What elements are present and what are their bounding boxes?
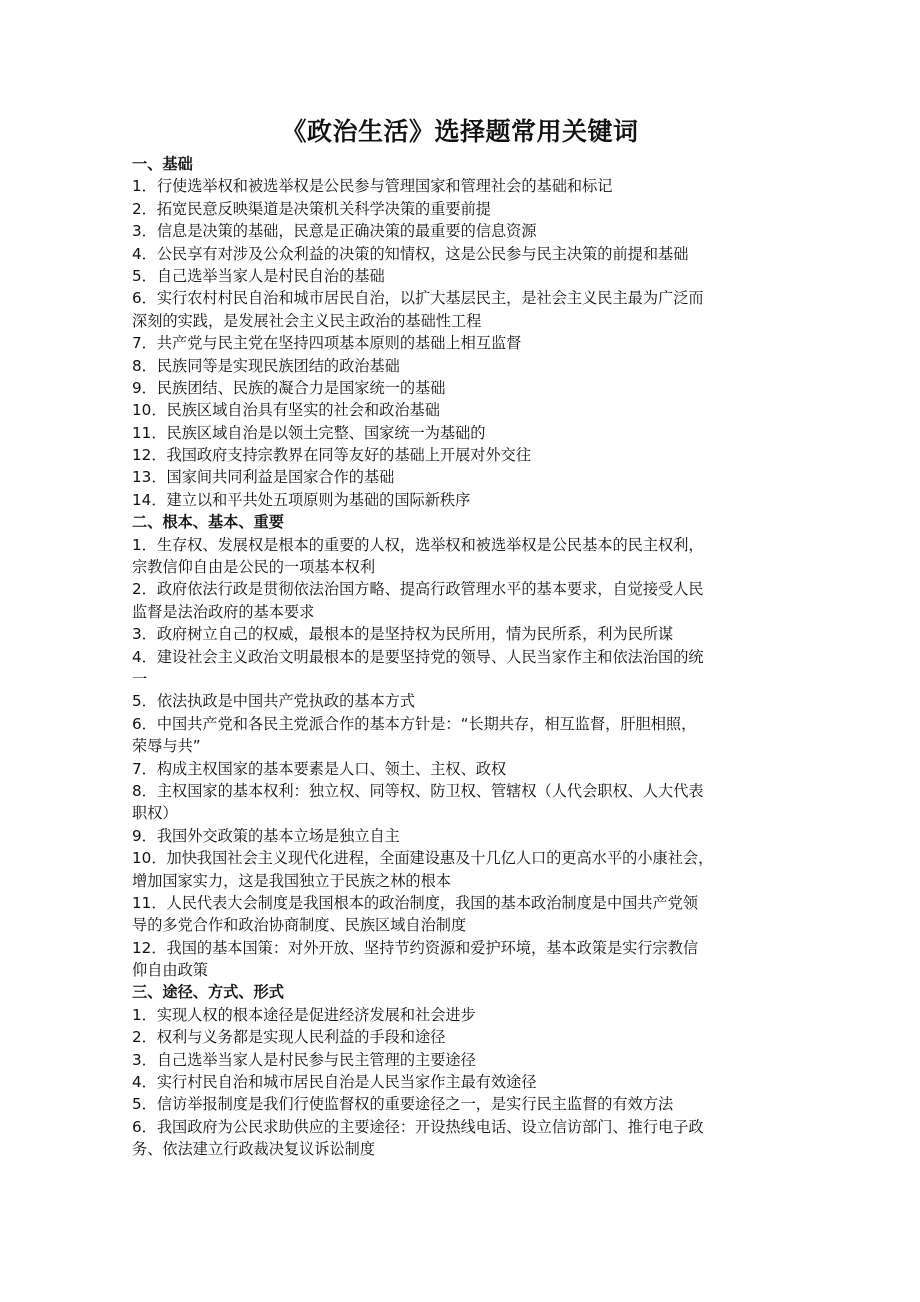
list-item	[132, 422, 792, 444]
list-item	[132, 534, 792, 579]
list-item-line: 10．民族区域自治具有坚实的社会和政治基础	[132, 401, 440, 420]
list-item-line: 一	[132, 669, 148, 688]
list-item	[132, 1004, 792, 1026]
list-item-line: 4．公民享有对涉及公众利益的决策的知情权，这是公民参与民主决策的前提和基础	[132, 244, 689, 263]
list-item-line: 9．民族团结、民族的凝合力是国家统一的基础	[132, 378, 446, 397]
list-item-line: 荣辱与共”	[132, 737, 201, 756]
list-item-line: 5．信访举报制度是我们行使监督权的重要途径之一，是实行民主监督的有效方法	[132, 1095, 674, 1114]
list-item	[132, 937, 792, 982]
list-item	[132, 377, 792, 399]
list-item	[132, 355, 792, 377]
section-heading: 二、根本、基本、重要	[132, 513, 284, 532]
list-item-line: 10．加快我国社会主义现代化进程，全面建设惠及十几亿人口的更高水平的小康社会，	[132, 849, 714, 868]
list-item-line: 1．实现人权的根本途径是促进经济发展和社会进步	[132, 1005, 476, 1024]
list-item	[132, 713, 792, 758]
list-item-line: 13．国家间共同利益是国家合作的基础	[132, 468, 395, 487]
list-item-line: 6．实行农村村民自治和城市居民自治，以扩大基层民主，是社会主义民主最为广泛而	[132, 289, 704, 308]
list-item-line: 1．行使选举权和被选举权是公民参与管理国家和管理社会的基础和标记	[132, 177, 613, 196]
list-item-line: 5．自己选举当家人是村民自治的基础	[132, 266, 385, 285]
list-item-line: 4．实行村民自治和城市居民自治是人民当家作主最有效途径	[132, 1073, 537, 1092]
list-item	[132, 444, 792, 466]
list-item-line: 8．民族同等是实现民族团结的政治基础	[132, 356, 400, 375]
list-item-line: 导的多党合作和政治协商制度、民族区域自治制度	[132, 916, 467, 935]
list-item-line: 7．共产党与民主党在坚持四项基本原则的基础上相互监督	[132, 334, 522, 353]
list-item	[132, 847, 792, 892]
list-item	[132, 1026, 792, 1048]
list-item	[132, 220, 792, 242]
list-item-line: 6．我国政府为公民求助供应的主要途径：开设热线电话、设立信访部门、推行电子政	[132, 1117, 704, 1136]
list-item	[132, 175, 792, 197]
list-item	[132, 780, 792, 825]
list-item	[132, 332, 792, 354]
list-item	[132, 623, 792, 645]
section-heading: 一、基础	[132, 155, 193, 173]
list-item-line: 11．人民代表大会制度是我国根本的政治制度，我国的基本政治制度是中国共产党领	[132, 893, 699, 912]
list-item-line: 12．我国的基本国策：对外开放、坚持节约资源和爱护环境，基本政策是实行宗教信	[132, 938, 699, 957]
page-title: 《政治生活》选择题常用关键词	[281, 117, 639, 146]
list-item-line: 5．依法执政是中国共产党执政的基本方式	[132, 692, 416, 711]
list-item-line: 3．自己选举当家人是村民参与民主管理的主要途径	[132, 1050, 476, 1069]
list-item-line: 职权）	[132, 804, 178, 823]
list-item	[132, 466, 792, 488]
list-item-line: 12．我国政府支持宗教界在同等友好的基础上开展对外交往	[132, 446, 532, 465]
list-item-line: 仰自由政策	[132, 961, 208, 980]
list-item-line: 11．民族区域自治是以领土完整、国家统一为基础的	[132, 423, 486, 442]
list-item-line: 4．建设社会主义政治文明最根本的是要坚持党的领导、人民当家作主和依法治国的统	[132, 647, 704, 666]
list-item	[132, 1093, 792, 1115]
list-item-line: 2．政府依法行政是贯彻依法治国方略、提高行政管理水平的基本要求，自觉接受人民	[132, 580, 704, 599]
list-item-line: 7．构成主权国家的基本要素是人口、领土、主权、政权	[132, 759, 507, 778]
list-item-line: 深刻的实践，是发展社会主义民主政治的基础性工程	[132, 311, 482, 330]
list-item	[132, 1116, 792, 1161]
list-item	[132, 243, 792, 265]
list-item	[132, 825, 792, 847]
list-item-line: 14．建立以和平共处五项原则为基础的国际新秩序	[132, 490, 471, 509]
list-item-line: 3．信息是决策的基础，民意是正确决策的最重要的信息资源	[132, 222, 537, 241]
list-item	[132, 287, 792, 332]
list-item-line: 2．权利与义务都是实现人民利益的手段和途径	[132, 1028, 446, 1047]
list-item-line: 6．中国共产党和各民主党派合作的基本方针是：“长期共存，相互监督，肝胆相照，	[132, 714, 697, 733]
list-item-line: 宗教信仰自由是公民的一项基本权利	[132, 558, 375, 577]
document-body	[132, 153, 792, 1161]
list-item	[132, 265, 792, 287]
list-item	[132, 399, 792, 421]
list-item	[132, 578, 792, 623]
list-item	[132, 198, 792, 220]
list-item-line: 增加国家实力，这是我国独立于民族之林的根本	[132, 871, 451, 890]
list-item	[132, 1071, 792, 1093]
list-item-line: 务、依法建立行政裁决复议诉讼制度	[132, 1140, 375, 1159]
list-item-line: 2．拓宽民意反映渠道是决策机关科学决策的重要前提	[132, 199, 491, 218]
list-item	[132, 892, 792, 937]
list-item	[132, 1049, 792, 1071]
list-item-line: 监督是法治政府的基本要求	[132, 602, 315, 621]
list-item-line: 9．我国外交政策的基本立场是独立自主	[132, 826, 400, 845]
list-item-line: 1．生存权、发展权是根本的重要的人权，选举权和被选举权是公民基本的民主权利，	[132, 535, 704, 554]
list-item	[132, 646, 792, 691]
list-item	[132, 758, 792, 780]
section-heading: 三、途径、方式、形式	[132, 983, 284, 1002]
list-item	[132, 489, 792, 511]
list-item	[132, 690, 792, 712]
list-item-line: 8．主权国家的基本权利：独立权、同等权、防卫权、管辖权（人代会职权、人大代表	[132, 781, 704, 800]
list-item-line: 3．政府树立自己的权威，最根本的是坚持权为民所用，情为民所系，利为民所谋	[132, 625, 674, 644]
